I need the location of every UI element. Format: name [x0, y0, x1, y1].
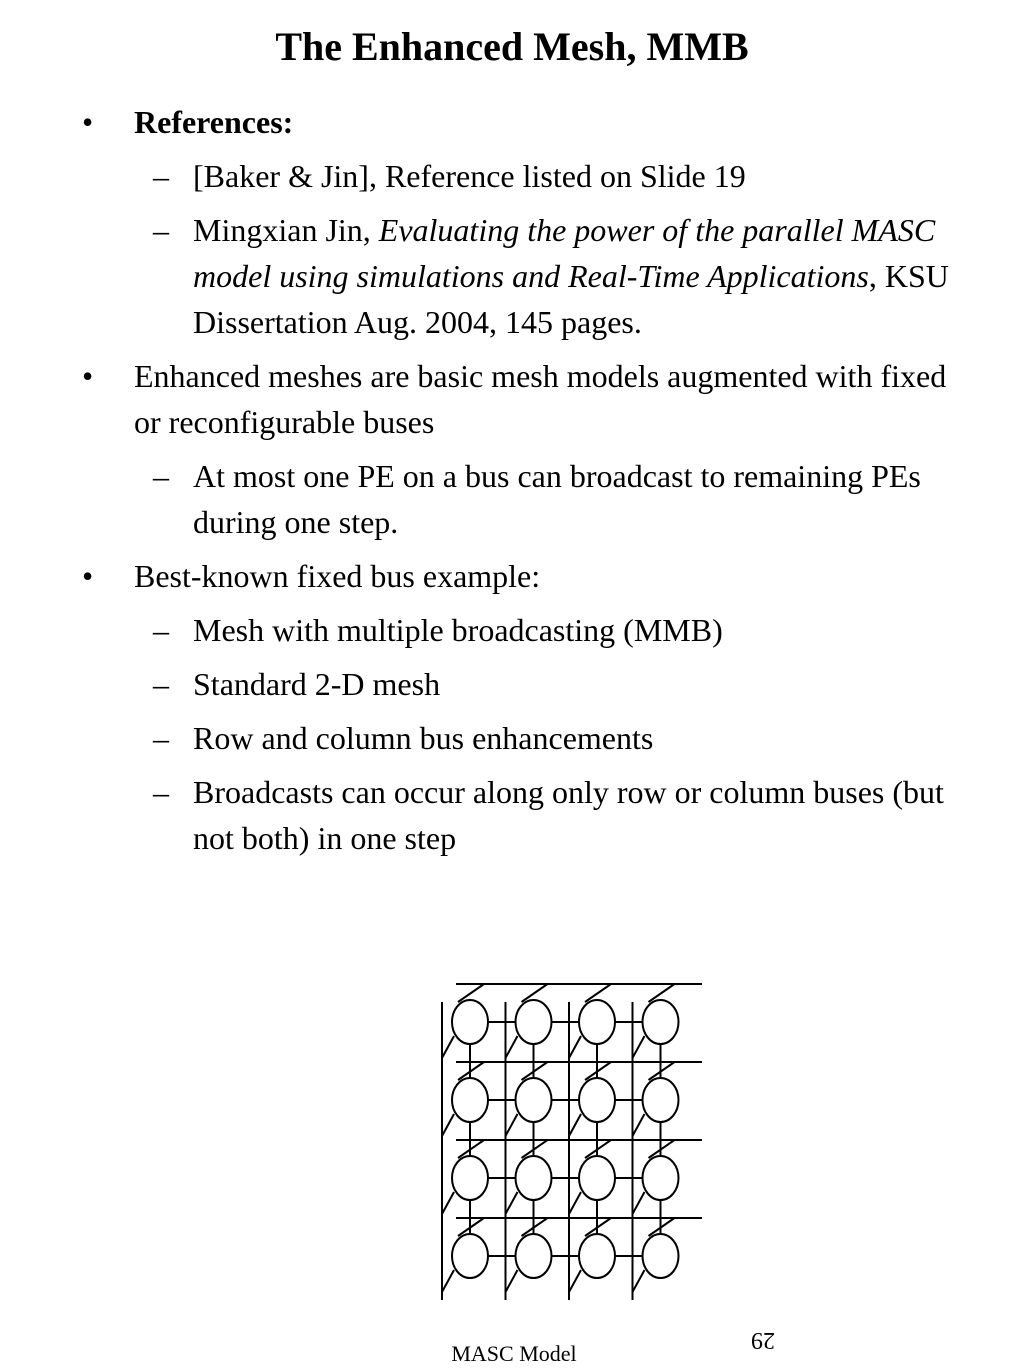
fixed-bus-example-text: Best-known fixed bus example: — [134, 558, 541, 594]
page-number: 29 — [751, 1327, 775, 1353]
dash-mark: – — [153, 458, 169, 494]
column-bus-tap — [442, 1114, 454, 1136]
bullet-mark: • — [82, 358, 94, 394]
column-bus-tap — [442, 1192, 454, 1214]
dash-mark: – — [153, 612, 169, 648]
dash-mark: – — [153, 774, 169, 810]
reference-2 — [80, 207, 980, 345]
column-bus-tap — [569, 1036, 581, 1058]
processing-element — [579, 1156, 615, 1200]
bullet-references — [80, 99, 980, 145]
column-bus-tap — [506, 1114, 518, 1136]
processing-element — [643, 1156, 679, 1200]
processing-element — [579, 1000, 615, 1044]
reference-1 — [80, 153, 980, 199]
column-bus-tap — [442, 1036, 454, 1058]
processing-element — [643, 1234, 679, 1278]
column-bus-tap — [506, 1270, 518, 1292]
column-bus-tap — [506, 1192, 518, 1214]
slide-title: The Enhanced Mesh, MMB — [275, 24, 749, 69]
sub-bullet-broadcasts — [80, 769, 980, 861]
reference-1-text: [Baker & Jin], Reference listed on Slide 19 — [193, 158, 746, 194]
2d-mesh-text: Standard 2-D mesh — [193, 666, 441, 702]
processing-element — [643, 1000, 679, 1044]
footer-label: MASC Model — [451, 1341, 577, 1366]
bullet-enhanced-meshes — [80, 353, 980, 445]
column-bus-tap — [633, 1192, 645, 1214]
column-bus-tap — [506, 1036, 518, 1058]
bullet-mark: • — [82, 104, 94, 140]
mmb-text: Mesh with multiple broadcasting (MMB) — [193, 612, 723, 648]
column-bus-tap — [569, 1192, 581, 1214]
bus-enhancements-text: Row and column bus enhancements — [193, 720, 654, 756]
reference-2-author: Mingxian Jin, — [193, 212, 379, 248]
processing-element — [516, 1078, 552, 1122]
sub-bullet-broadcast — [80, 453, 980, 545]
processing-element — [579, 1234, 615, 1278]
column-bus-tap — [442, 1270, 454, 1292]
sub-bullet-2d-mesh — [80, 661, 980, 707]
column-bus-tap — [633, 1270, 645, 1292]
processing-element — [452, 1234, 488, 1278]
processing-element — [516, 1000, 552, 1044]
bullet-mark: • — [82, 558, 94, 594]
column-bus-tap — [633, 1114, 645, 1136]
dash-mark: – — [153, 158, 169, 194]
broadcast-text: At most one PE on a bus can broadcast to remaining PEs during one step. — [193, 458, 921, 540]
processing-element — [452, 1000, 488, 1044]
dash-mark: – — [153, 666, 169, 702]
processing-element — [643, 1078, 679, 1122]
sub-bullet-bus-enhancements — [80, 715, 980, 761]
processing-element — [516, 1234, 552, 1278]
column-bus-tap — [569, 1114, 581, 1136]
broadcasts-text: Broadcasts can occur along only row or column buses (but not both) in one step — [193, 774, 944, 856]
processing-element — [516, 1156, 552, 1200]
processing-element — [452, 1078, 488, 1122]
reference-2-title: Evaluating the power of the parallel MASC model using simulations and Real-Time Applications — [193, 212, 936, 294]
column-bus-tap — [633, 1036, 645, 1058]
processing-element — [579, 1078, 615, 1122]
bullet-fixed-bus-example — [80, 553, 980, 599]
enhanced-meshes-text: Enhanced meshes are basic mesh models augmented with fixed or reconfigurable buses — [134, 358, 947, 440]
processing-element — [452, 1156, 488, 1200]
references-heading: References: — [134, 104, 294, 140]
dash-mark: – — [153, 212, 169, 248]
mmb-mesh-diagram — [436, 980, 706, 1305]
column-bus-tap — [569, 1270, 581, 1292]
reference-2-rest: , KSU Dissertation Aug. 2004, 145 pages. — [193, 258, 949, 340]
slide-content — [80, 99, 980, 861]
dash-mark: – — [153, 720, 169, 756]
sub-bullet-mmb — [80, 607, 980, 653]
